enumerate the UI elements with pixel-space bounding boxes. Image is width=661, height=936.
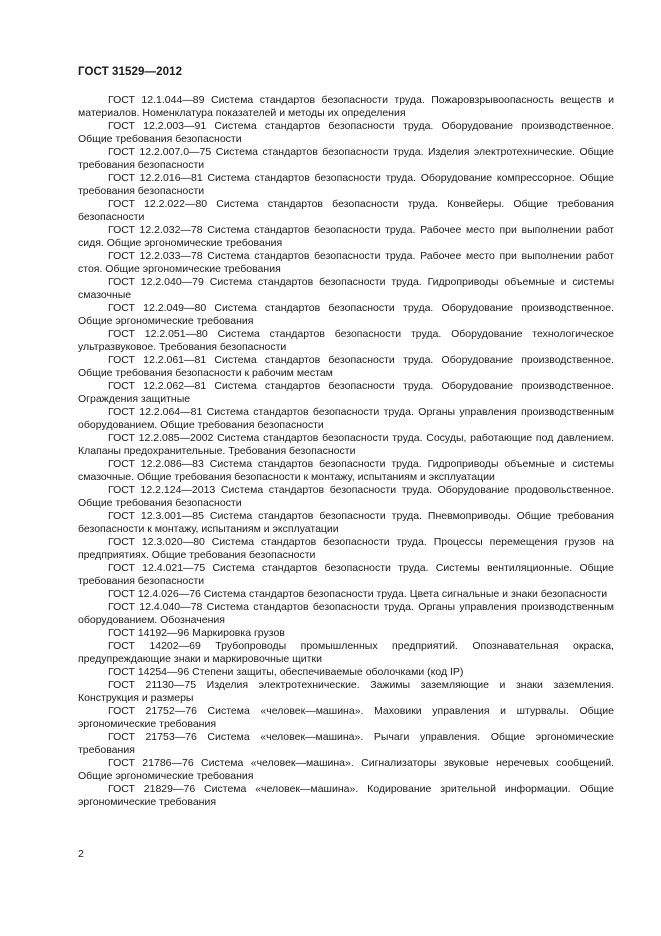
reference-item: ГОСТ 12.3.020—80 Система стандартов безопасности труда. Процессы перемещения грузов на предприятиях. Общие требования безопасности: [78, 536, 614, 561]
reference-item: ГОСТ 12.2.062—81 Система стандартов безопасности труда. Оборудование производственное. Ограждения защитные: [78, 380, 614, 405]
reference-item: ГОСТ 12.2.032—78 Система стандартов безопасности труда. Рабочее место при выполнении работ сидя. Общие эргономические требования: [78, 224, 614, 249]
reference-item: ГОСТ 12.2.085—2002 Система стандартов безопасности труда. Сосуды, работающие под давлением. Клапаны предохранительные. Требования безопасности: [78, 432, 614, 457]
reference-item: ГОСТ 12.2.061—81 Система стандартов безопасности труда. Оборудование производственное. Общие требования безопасности к рабочим местам: [78, 354, 614, 379]
reference-item: ГОСТ 12.2.016—81 Система стандартов безопасности труда. Оборудование компрессорное. Общие требования безопасности: [78, 172, 614, 197]
reference-item: ГОСТ 12.2.003—91 Система стандартов безопасности труда. Оборудование производственное. Общие требования безопасности: [78, 120, 614, 145]
reference-item: ГОСТ 12.2.086—83 Система стандартов безопасности труда. Гидроприводы объемные и системы смазочные. Общие требования безопасности к монтажу, испытаниям и эксплуатации: [78, 458, 614, 483]
reference-item: ГОСТ 12.2.051—80 Система стандартов безопасности труда. Оборудование технологическое ультразвуковое. Требования безопасности: [78, 328, 614, 353]
reference-item: ГОСТ 12.4.026—76 Система стандартов безопасности труда. Цвета сигнальные и знаки безопасности: [108, 588, 608, 600]
reference-item: ГОСТ 12.1.044—89 Система стандартов безопасности труда. Пожаровзрывоопасность веществ и материалов. Номенклатура показателей и методы их определения: [78, 94, 614, 119]
reference-item: ГОСТ 12.2.049—80 Система стандартов безопасности труда. Оборудование производственное. Общие эргономические требования: [78, 302, 614, 327]
reference-item: ГОСТ 12.2.007.0—75 Система стандартов безопасности труда. Изделия электротехнические. Общие требования безопасности: [78, 146, 614, 171]
reference-item: ГОСТ 12.2.064—81 Система стандартов безопасности труда. Органы управления производственным оборудованием. Общие требования безопасности: [78, 406, 614, 431]
reference-item: ГОСТ 14202—69 Трубопроводы промышленных предприятий. Опознавательная окраска, предупреждающие знаки и маркировочные щитки: [78, 640, 614, 665]
reference-item: ГОСТ 12.4.040—78 Система стандартов безопасности труда. Органы управления производственным оборудованием. Обозначения: [78, 601, 614, 626]
reference-item: ГОСТ 12.2.033—78 Система стандартов безопасности труда. Рабочее место при выполнении работ стоя. Общие эргономические требования: [78, 250, 614, 275]
reference-item: ГОСТ 21829—76 Система «человек—машина». Кодирование зрительной информации. Общие эргономические требования: [78, 783, 614, 808]
normative-references-list: [78, 94, 614, 809]
reference-item: ГОСТ 14254—96 Степени защиты, обеспечиваемые оболочками (код IP): [108, 666, 464, 678]
reference-item: ГОСТ 12.2.022—80 Система стандартов безопасности труда. Конвейеры. Общие требования безопасности: [78, 198, 614, 223]
reference-item: ГОСТ 21130—75 Изделия электротехнические. Зажимы заземляющие и знаки заземления. Конструкция и размеры: [78, 679, 614, 704]
document-header: ГОСТ 31529—2012: [78, 66, 183, 78]
reference-item: ГОСТ 21752—76 Система «человек—машина». Маховики управления и штурвалы. Общие эргономические требования: [78, 705, 614, 730]
reference-item: ГОСТ 21786—76 Система «человек—машина». Сигнализаторы звуковые неречевых сообщений. Общие эргономические требования: [78, 757, 614, 782]
reference-item: ГОСТ 21753—76 Система «человек—машина». Рычаги управления. Общие эргономические требования: [78, 731, 614, 756]
reference-item: ГОСТ 12.2.124—2013 Система стандартов безопасности труда. Оборудование продовольственное. Общие требования безопасности: [78, 484, 614, 509]
reference-item: ГОСТ 12.2.040—79 Система стандартов безопасности труда. Гидроприводы объемные и системы смазочные: [78, 276, 614, 301]
reference-item: ГОСТ 12.3.001—85 Система стандартов безопасности труда. Пневмоприводы. Общие требования безопасности к монтажу, испытаниям и эксплуатации: [78, 510, 614, 535]
page-number: 2: [78, 848, 84, 860]
reference-item: ГОСТ 14192—96 Маркировка грузов: [108, 627, 285, 639]
reference-item: ГОСТ 12.4.021—75 Система стандартов безопасности труда. Системы вентиляционные. Общие требования безопасности: [78, 562, 614, 587]
